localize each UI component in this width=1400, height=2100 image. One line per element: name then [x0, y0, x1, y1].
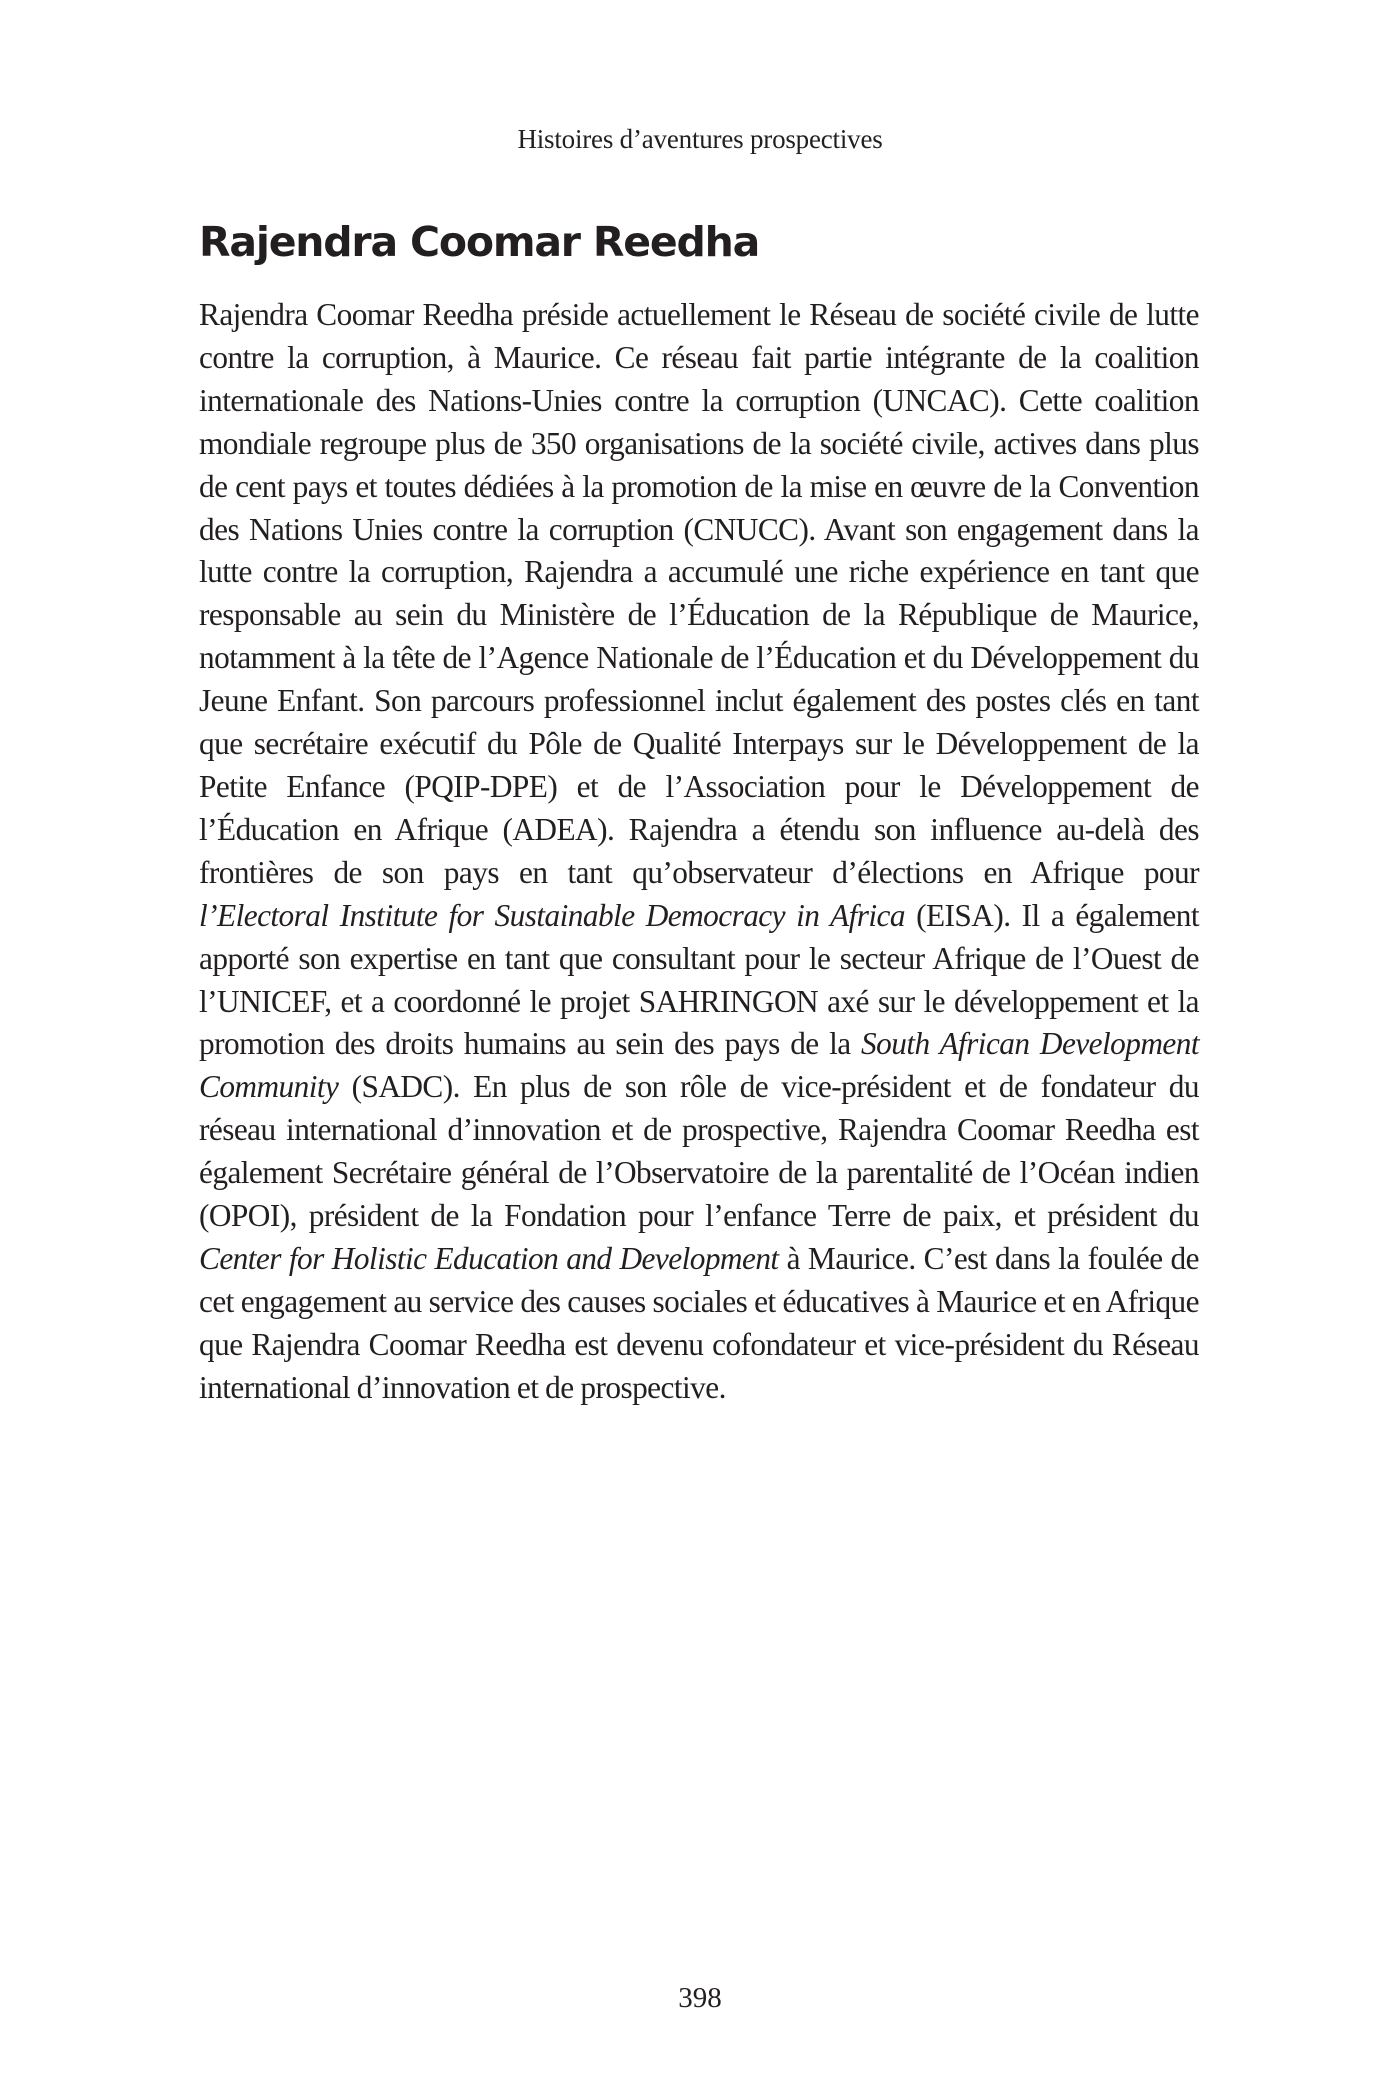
paragraph-text: Rajendra Coomar Reedha préside actuellement le Réseau de société civile de lutte contre la corruption, à Maurice. Ce réseau fait partie intégrante de la coalition internationale des Nations-Unies contre la corruption (UNCAC). Cette coalition mondiale regroupe plus de 350 organisations de la société civile, actives dans plus de cent pays et toutes dédiées à la promotion de la mise en œuvre de la Convention des Nations Unies contre la corruption (CNUCC). Avant son engagement dans la lutte contre la corruption, Rajendra a accumulé une riche expérience en tant que responsable au sein du Ministère de l’Éducation de la République de Maurice, notamment à la tête de l’Agence Nationale de l’Éducation et du Développement du Jeune Enfant. Son parcours professionnel inclut également des postes clés en tant que secrétaire exécutif du Pôle de Qualité Interpays sur le Développement de la Petite Enfance (PQIP-DPE) et de l’Association pour le Développement de l’Éducation en Afrique (ADEA). Rajendra a étendu son influence au-delà des frontières de son pays en tant qu’observateur d’élections en Afrique pour: [199, 297, 1199, 890]
organization-name-sadc: South African Development Community: [199, 1026, 1199, 1105]
paragraph-text: à Maurice. C’est dans la foulée de cet engagement au service des causes sociales et éducatives à Maurice et en Afrique que Rajendra Coomar Reedha est devenu cofondateur et vice-président du Réseau international d’innovation et de prospective.: [199, 1240, 1199, 1405]
biography-paragraph: [199, 294, 1199, 1410]
organization-name-eisa: l’Electoral Institute for Sustainable Democracy in Africa: [199, 897, 905, 933]
paragraph-text: (EISA). Il a également apporté son expertise en tant que consultant pour le secteur Afrique de l’Ouest de l’UNICEF, et a coordonné le projet SAHRINGON axé sur le développement et la promotion des droits humains au sein des pays de la: [199, 897, 1199, 1062]
page-number: 398: [678, 1982, 722, 2014]
section-title: Rajendra Coomar Reedha: [199, 218, 760, 266]
organization-name-ched: Center for Holistic Education and Development: [199, 1240, 779, 1276]
paragraph-text: (SADC). En plus de son rôle de vice-président et de fondateur du réseau international d’innovation et de prospective, Rajendra Coomar Reedha est également Secrétaire général de l’Observatoire de la parentalité de l’Océan indien (OPOI), président de la Fondation pour l’enfance Terre de paix, et président du: [199, 1069, 1199, 1234]
running-header: Histoires d’aventures prospectives: [517, 124, 883, 154]
